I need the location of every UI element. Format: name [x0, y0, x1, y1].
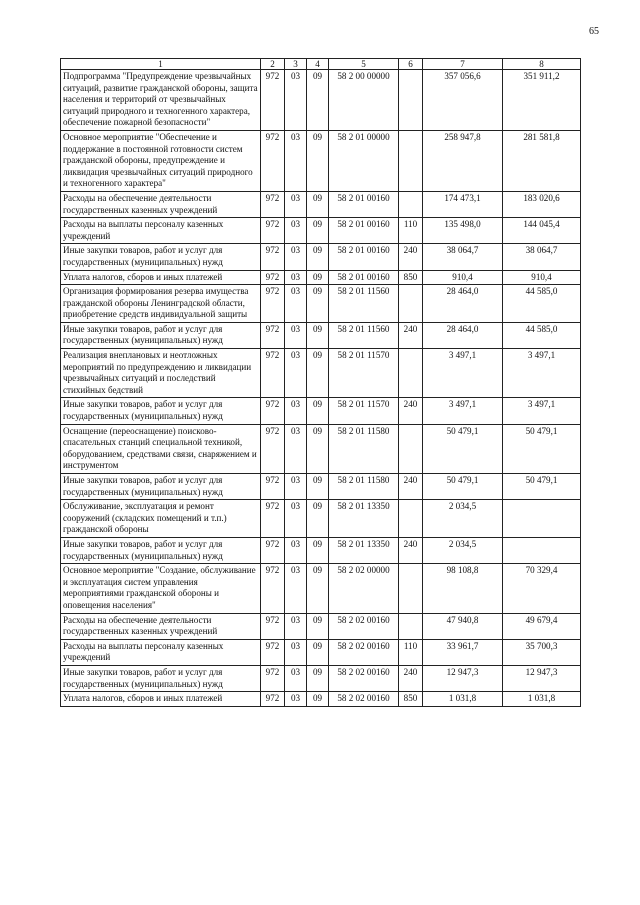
row-subsection-cell: 09: [307, 322, 329, 348]
header-cell: 2: [261, 59, 285, 70]
row-type-cell: 850: [399, 692, 423, 707]
row-admin-cell: 972: [261, 537, 285, 563]
header-cell: 4: [307, 59, 329, 70]
row-admin-cell: 972: [261, 398, 285, 424]
row-type-cell: 240: [399, 398, 423, 424]
row-subsection-cell: 09: [307, 70, 329, 131]
table-row: [61, 398, 581, 424]
table-row: [61, 322, 581, 348]
row-subsection-cell: 09: [307, 218, 329, 244]
row-amount-y2-cell: 910,4: [503, 270, 581, 285]
row-amount-y1-cell: 3 497,1: [423, 398, 503, 424]
header-cell: 6: [399, 59, 423, 70]
header-cell: 8: [503, 59, 581, 70]
row-name-cell: Подпрограмма "Предупреждение чрезвычайных ситуаций, развитие гражданской обороны, защита населения и территорий от чрезвычайных ситуаций природного и техногенного характера, обеспечение пожарной безопасности": [61, 70, 261, 131]
row-type-cell: 240: [399, 665, 423, 691]
row-subsection-cell: 09: [307, 130, 329, 191]
row-subsection-cell: 09: [307, 639, 329, 665]
table-row: [61, 349, 581, 398]
row-admin-cell: 972: [261, 424, 285, 473]
table-row: [61, 285, 581, 323]
row-section-cell: 03: [285, 70, 307, 131]
header-row: [61, 59, 581, 70]
row-section-cell: 03: [285, 191, 307, 217]
row-subsection-cell: 09: [307, 270, 329, 285]
budget-table: [60, 58, 581, 707]
row-name-cell: Расходы на обеспечение деятельности государственных казенных учреждений: [61, 191, 261, 217]
row-section-cell: 03: [285, 474, 307, 500]
table-row: [61, 191, 581, 217]
row-target-cell: 58 2 02 00160: [329, 692, 399, 707]
row-name-cell: Иные закупки товаров, работ и услуг для государственных (муниципальных) нужд: [61, 244, 261, 270]
table-row: [61, 218, 581, 244]
row-target-cell: 58 2 01 11570: [329, 398, 399, 424]
row-name-cell: Иные закупки товаров, работ и услуг для государственных (муниципальных) нужд: [61, 537, 261, 563]
row-type-cell: 110: [399, 639, 423, 665]
header-cell: 7: [423, 59, 503, 70]
row-amount-y2-cell: 351 911,2: [503, 70, 581, 131]
row-section-cell: 03: [285, 349, 307, 398]
row-section-cell: 03: [285, 398, 307, 424]
row-section-cell: 03: [285, 639, 307, 665]
row-amount-y2-cell: 50 479,1: [503, 424, 581, 473]
row-admin-cell: 972: [261, 349, 285, 398]
table-row: [61, 474, 581, 500]
table-row: [61, 500, 581, 538]
row-type-cell: [399, 191, 423, 217]
row-amount-y2-cell: 38 064,7: [503, 244, 581, 270]
table-row: [61, 270, 581, 285]
row-amount-y1-cell: 33 961,7: [423, 639, 503, 665]
row-subsection-cell: 09: [307, 564, 329, 613]
row-amount-y1-cell: 1 031,8: [423, 692, 503, 707]
row-admin-cell: 972: [261, 500, 285, 538]
row-type-cell: [399, 285, 423, 323]
row-name-cell: Уплата налогов, сборов и иных платежей: [61, 692, 261, 707]
row-subsection-cell: 09: [307, 665, 329, 691]
row-type-cell: [399, 70, 423, 131]
row-admin-cell: 972: [261, 70, 285, 131]
row-amount-y2-cell: 44 585,0: [503, 285, 581, 323]
row-subsection-cell: 09: [307, 191, 329, 217]
row-section-cell: 03: [285, 270, 307, 285]
row-amount-y2-cell: 144 045,4: [503, 218, 581, 244]
table-row: [61, 424, 581, 473]
header-cell: 5: [329, 59, 399, 70]
row-admin-cell: 972: [261, 130, 285, 191]
row-amount-y1-cell: 357 056,6: [423, 70, 503, 131]
table-body: [61, 70, 581, 707]
row-section-cell: 03: [285, 665, 307, 691]
row-type-cell: [399, 564, 423, 613]
row-target-cell: 58 2 01 13350: [329, 500, 399, 538]
row-subsection-cell: 09: [307, 244, 329, 270]
row-admin-cell: 972: [261, 218, 285, 244]
row-section-cell: 03: [285, 692, 307, 707]
row-type-cell: 110: [399, 218, 423, 244]
row-name-cell: Иные закупки товаров, работ и услуг для государственных (муниципальных) нужд: [61, 474, 261, 500]
row-amount-y2-cell: 12 947,3: [503, 665, 581, 691]
row-subsection-cell: 09: [307, 613, 329, 639]
row-type-cell: [399, 130, 423, 191]
row-target-cell: 58 2 01 13350: [329, 537, 399, 563]
row-type-cell: [399, 500, 423, 538]
row-target-cell: 58 2 02 00000: [329, 564, 399, 613]
row-name-cell: Иные закупки товаров, работ и услуг для государственных (муниципальных) нужд: [61, 322, 261, 348]
row-name-cell: Обслуживание, эксплуатация и ремонт сооружений (складских помещений и т.п.) гражданской обороны: [61, 500, 261, 538]
row-amount-y2-cell: [503, 500, 581, 538]
row-name-cell: Оснащение (переоснащение) поисково-спасательных станций специальной техникой, оборудованием, средствами связи, снаряжением и инструментом: [61, 424, 261, 473]
row-target-cell: 58 2 01 11570: [329, 349, 399, 398]
table-row: [61, 692, 581, 707]
row-amount-y2-cell: 44 585,0: [503, 322, 581, 348]
row-admin-cell: 972: [261, 692, 285, 707]
row-type-cell: 240: [399, 474, 423, 500]
table-row: [61, 665, 581, 691]
row-amount-y2-cell: 50 479,1: [503, 474, 581, 500]
row-section-cell: 03: [285, 564, 307, 613]
row-amount-y1-cell: 135 498,0: [423, 218, 503, 244]
row-amount-y1-cell: 47 940,8: [423, 613, 503, 639]
row-amount-y1-cell: 2 034,5: [423, 537, 503, 563]
row-amount-y1-cell: 910,4: [423, 270, 503, 285]
row-name-cell: Организация формирования резерва имущества гражданской обороны Ленинградской области, приобретение средств индивидуальной защиты: [61, 285, 261, 323]
row-type-cell: 850: [399, 270, 423, 285]
row-subsection-cell: 09: [307, 398, 329, 424]
row-amount-y2-cell: 3 497,1: [503, 349, 581, 398]
row-admin-cell: 972: [261, 474, 285, 500]
row-name-cell: Расходы на обеспечение деятельности государственных казенных учреждений: [61, 613, 261, 639]
row-admin-cell: 972: [261, 285, 285, 323]
row-admin-cell: 972: [261, 270, 285, 285]
row-amount-y1-cell: 3 497,1: [423, 349, 503, 398]
row-amount-y2-cell: [503, 537, 581, 563]
header-cell: 1: [61, 59, 261, 70]
row-section-cell: 03: [285, 285, 307, 323]
row-target-cell: 58 2 00 00000: [329, 70, 399, 131]
row-subsection-cell: 09: [307, 424, 329, 473]
row-type-cell: [399, 349, 423, 398]
row-subsection-cell: 09: [307, 474, 329, 500]
row-amount-y2-cell: 183 020,6: [503, 191, 581, 217]
row-amount-y2-cell: 281 581,8: [503, 130, 581, 191]
table-row: [61, 639, 581, 665]
table-row: [61, 537, 581, 563]
row-admin-cell: 972: [261, 191, 285, 217]
page-number: 65: [589, 26, 599, 37]
row-target-cell: 58 2 02 00160: [329, 639, 399, 665]
row-name-cell: Иные закупки товаров, работ и услуг для государственных (муниципальных) нужд: [61, 665, 261, 691]
row-target-cell: 58 2 01 11580: [329, 474, 399, 500]
row-section-cell: 03: [285, 244, 307, 270]
row-amount-y1-cell: 50 479,1: [423, 424, 503, 473]
row-subsection-cell: 09: [307, 692, 329, 707]
row-subsection-cell: 09: [307, 500, 329, 538]
row-amount-y2-cell: 49 679,4: [503, 613, 581, 639]
row-amount-y1-cell: 258 947,8: [423, 130, 503, 191]
row-amount-y1-cell: 174 473,1: [423, 191, 503, 217]
row-section-cell: 03: [285, 130, 307, 191]
table-row: [61, 564, 581, 613]
row-amount-y2-cell: 3 497,1: [503, 398, 581, 424]
row-amount-y1-cell: 28 464,0: [423, 285, 503, 323]
table-row: [61, 70, 581, 131]
row-name-cell: Основное мероприятие "Создание, обслуживание и эксплуатация систем управления мероприятиями гражданской обороны и оповещения населения": [61, 564, 261, 613]
row-target-cell: 58 2 01 00160: [329, 191, 399, 217]
row-target-cell: 58 2 01 00160: [329, 270, 399, 285]
row-target-cell: 58 2 02 00160: [329, 613, 399, 639]
row-section-cell: 03: [285, 613, 307, 639]
row-target-cell: 58 2 01 00160: [329, 244, 399, 270]
row-amount-y2-cell: 35 700,3: [503, 639, 581, 665]
row-section-cell: 03: [285, 500, 307, 538]
row-amount-y2-cell: 1 031,8: [503, 692, 581, 707]
row-target-cell: 58 2 01 11560: [329, 285, 399, 323]
row-type-cell: 240: [399, 244, 423, 270]
row-target-cell: 58 2 01 00160: [329, 218, 399, 244]
row-amount-y1-cell: 50 479,1: [423, 474, 503, 500]
row-target-cell: 58 2 02 00160: [329, 665, 399, 691]
row-name-cell: Основное мероприятие "Обеспечение и поддержание в постоянной готовности систем гражданской обороны, предупреждение и ликвидация чрезвычайных ситуаций природного и техногенного характера": [61, 130, 261, 191]
table-row: [61, 244, 581, 270]
row-target-cell: 58 2 01 11580: [329, 424, 399, 473]
table-row: [61, 130, 581, 191]
row-subsection-cell: 09: [307, 285, 329, 323]
row-admin-cell: 972: [261, 322, 285, 348]
row-admin-cell: 972: [261, 665, 285, 691]
row-type-cell: 240: [399, 537, 423, 563]
row-section-cell: 03: [285, 218, 307, 244]
row-amount-y1-cell: 2 034,5: [423, 500, 503, 538]
row-amount-y1-cell: 38 064,7: [423, 244, 503, 270]
row-target-cell: 58 2 01 00000: [329, 130, 399, 191]
row-admin-cell: 972: [261, 244, 285, 270]
row-amount-y1-cell: 28 464,0: [423, 322, 503, 348]
header-cell: 3: [285, 59, 307, 70]
row-section-cell: 03: [285, 537, 307, 563]
row-type-cell: [399, 424, 423, 473]
row-admin-cell: 972: [261, 613, 285, 639]
row-amount-y1-cell: 98 108,8: [423, 564, 503, 613]
row-admin-cell: 972: [261, 564, 285, 613]
row-amount-y1-cell: 12 947,3: [423, 665, 503, 691]
row-section-cell: 03: [285, 424, 307, 473]
row-subsection-cell: 09: [307, 537, 329, 563]
row-name-cell: Уплата налогов, сборов и иных платежей: [61, 270, 261, 285]
row-name-cell: Расходы на выплаты персоналу казенных учреждений: [61, 218, 261, 244]
table-row: [61, 613, 581, 639]
row-section-cell: 03: [285, 322, 307, 348]
row-subsection-cell: 09: [307, 349, 329, 398]
row-type-cell: 240: [399, 322, 423, 348]
row-name-cell: Реализация внеплановых и неотложных мероприятий по предупреждению и ликвидации чрезвычайных ситуаций и последствий стихийных бедствий: [61, 349, 261, 398]
row-target-cell: 58 2 01 11560: [329, 322, 399, 348]
row-amount-y2-cell: 70 329,4: [503, 564, 581, 613]
row-type-cell: [399, 613, 423, 639]
row-admin-cell: 972: [261, 639, 285, 665]
row-name-cell: Расходы на выплаты персоналу казенных учреждений: [61, 639, 261, 665]
row-name-cell: Иные закупки товаров, работ и услуг для государственных (муниципальных) нужд: [61, 398, 261, 424]
